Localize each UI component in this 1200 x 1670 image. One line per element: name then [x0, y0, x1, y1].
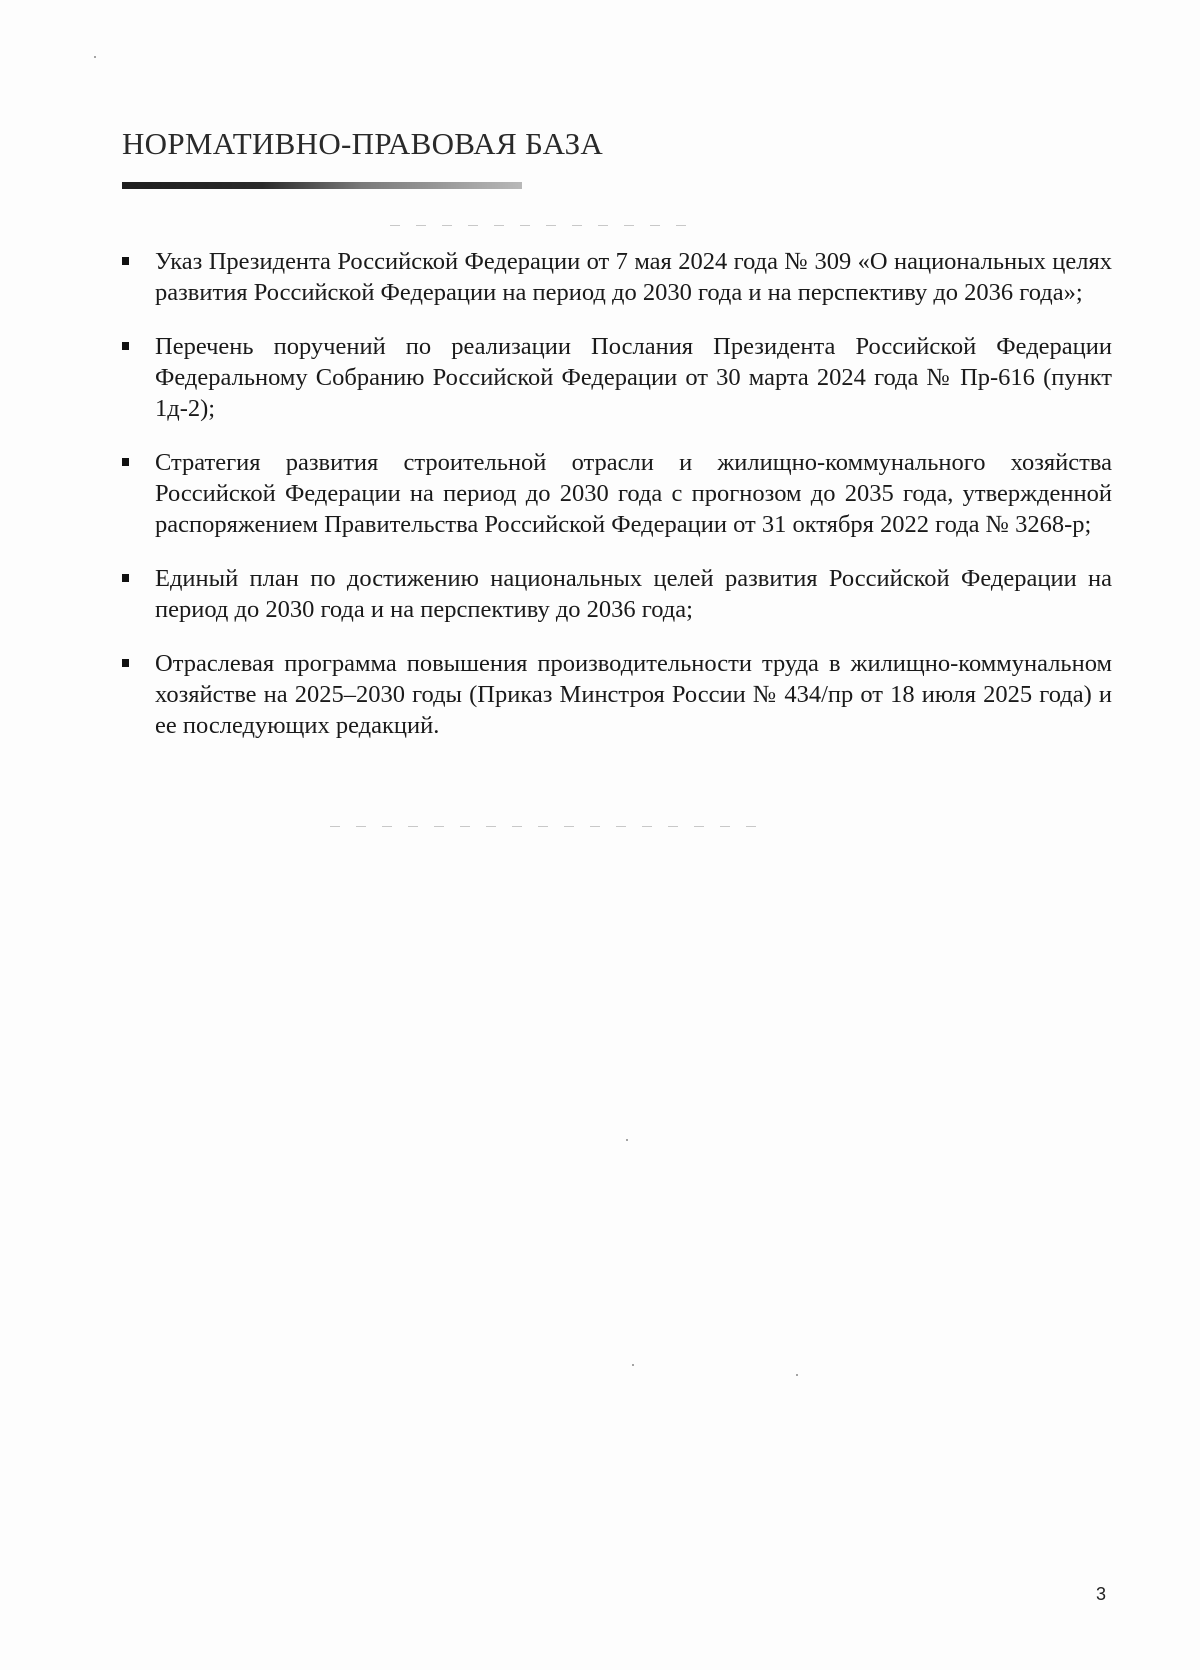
- legal-basis-list: [122, 246, 1112, 764]
- bullet-icon: [122, 659, 129, 667]
- list-item-text: Отраслевая программа повышения производительности труда в жилищно-коммунальном хозяйстве на 2025–2030 годы (Приказ Минстроя России № 434/пр от 18 июля 2025 года) и ее последующих редакций.: [155, 650, 1112, 739]
- scan-artifact-line: [390, 225, 700, 226]
- list-item: [122, 447, 1112, 540]
- bullet-icon: [122, 342, 129, 350]
- list-item: [122, 563, 1112, 625]
- scan-speck: [632, 1364, 634, 1366]
- title-underline: [122, 182, 522, 189]
- list-item-text: Перечень поручений по реализации Послания Президента Российской Федерации Федеральному Собранию Российской Федерации от 30 марта 2024 года № Пр-616 (пункт 1д-2);: [155, 333, 1112, 422]
- list-item: [122, 648, 1112, 741]
- list-item-text: Указ Президента Российской Федерации от 7 мая 2024 года № 309 «О национальных целях развития Российской Федерации на период до 2030 года и на перспективу до 2036 года»;: [155, 248, 1112, 306]
- list-item: [122, 331, 1112, 424]
- list-item-text: Стратегия развития строительной отрасли и жилищно-коммунального хозяйства Российской Федерации на период до 2030 года с прогнозом до 2035 года, утвержденной распоряжением Правительства Российской Федерации от 31 октября 2022 года № 3268-р;: [155, 449, 1112, 538]
- list-item: [122, 246, 1112, 308]
- page-number: 3: [1096, 1584, 1107, 1604]
- bullet-icon: [122, 257, 129, 265]
- scan-speck: [626, 1139, 628, 1141]
- scan-speck: [796, 1374, 798, 1376]
- scan-artifact-line: [330, 826, 770, 827]
- scan-speck: [94, 56, 96, 58]
- page-title: НОРМАТИВНО-ПРАВОВАЯ БАЗА: [122, 126, 604, 161]
- bullet-icon: [122, 458, 129, 466]
- bullet-icon: [122, 574, 129, 582]
- list-item-text: Единый план по достижению национальных целей развития Российской Федерации на период до 2030 года и на перспективу до 2036 года;: [155, 565, 1112, 623]
